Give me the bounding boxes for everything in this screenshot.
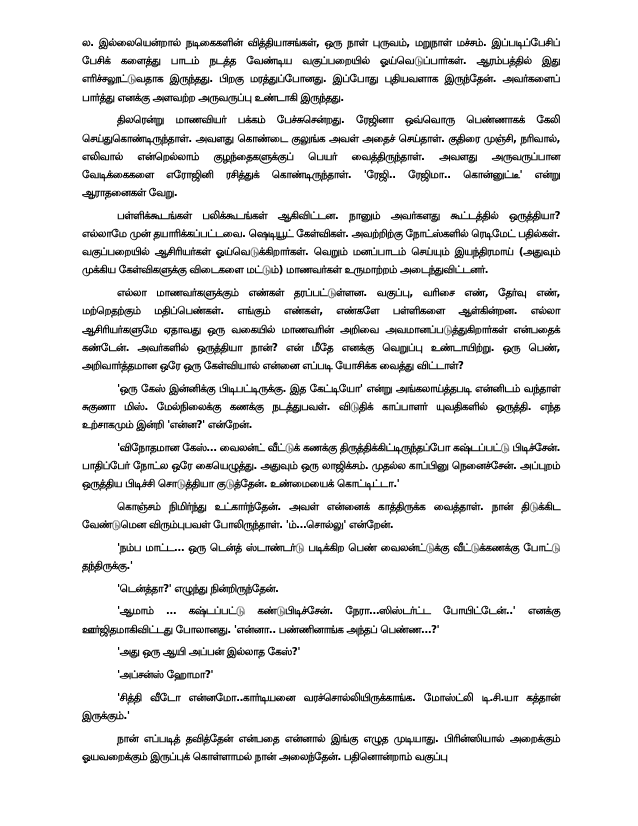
paragraph: 'ஒரு கேஸ் இன்னிக்கு பிடிபட்டிருக்கு. இத கேட்டியோ' என்று அங்கலாய்த்தபடி என்னிடம் வந்தாள் சுகுணா மிஸ். மேல்நிலைக்கு கணக்கு நடத்துபவள். விடுதிக் காப்பாளர் யுவதிகளில் ஒருத்தி. எந்த உற்சாகமும் இன்றி 'என்ன?' என்றேன். bbox=[82, 382, 560, 432]
paragraph: 'அது ஒரு ஆயி அப்பன் இல்லாத கேஸ்?' bbox=[117, 646, 301, 659]
paragraph: கொஞ்சம் நிமிர்ந்து உட்கார்ந்தேன். அவள் என்னைக் காத்திருக்க வைத்தாள். நான் திடுக்கிட வேண்டுமென விரும்புபவள் போலிருந்தாள். 'ம்…சொல்லு' என்றேன். bbox=[82, 500, 560, 532]
paragraph: 'ஆமாம் … கஷ்டப்பட்டு கண்டுபிடிச்சேன். நேரா…ஸிஸ்டர்ட்ட போயிட்டேன்..' எனக்கு ஊர்ஜிதமாகிவிட்டது போலானது. 'என்னா.. பண்ணினாங்க அந்தப் பெண்ண…?' bbox=[82, 605, 560, 636]
paragraph: 'நம்ப மாட்ட… ஒரு டென்த் ஸ்டாண்டர்டு படிக்கிற பெண் வைலன்ட்டுக்கு வீட்டுக்கணக்கு போட்டு தந்திருக்கு.' bbox=[82, 541, 560, 572]
paragraph: 'விநோதமான கேஸ்… வைலன்ட் வீட்டுக் கணக்கு திருத்திக்கிட்டிருந்தப்போ கஷ்டப்பட்டு பிடிச்சேன். பாதிப்பேர் நோட்ல ஒரே கையெழுத்து. அதுவும் ஒரு லாஜிக்சம். முதல்ல காப்பினு நெனைச்சேன். அப்புறம் ஒருத்திய பிடிச்சி சொடுத்தியா குடுத்தேன். உண்மையைக் கொட்டிட்டா.' bbox=[82, 441, 560, 491]
paragraph: 'டென்த்தா?' எழுந்து நின்றிருந்தேன். bbox=[117, 582, 279, 595]
paragraph: நான் எப்படித் தவித்தேன் என்பதை என்னால் இங்கு எழுத முடியாது. பிரின்ஸியால் அறைக்கும் ஓயவறைக்கும் இருப்புக் கொள்ளாமல் நான் அலைந்தேன். பதினொன்றாம் வகுப்பு bbox=[82, 732, 560, 763]
paragraph: பள்ளிக்கூடங்கள் பலிக்கூடங்கள் ஆகிவிட்டன. நானும் அவர்களது கூட்டத்தில் ஒருத்தியா? எல்லாமே முன் தயாரிக்கப்பட்டவை. ஷெடியூட் கேள்விகள். அவற்றிற்கு நோட்ஸ்களில் ரெடிமேட் பதில்கள். வகுப்பறையில் ஆசிரியர்கள் ஓய்வெடுக்கிறார்கள். வெறும் மனப்பாடம் செய்யும் இயந்திரமாய் (அதுவும் முக்கிய கேள்விகளுக்கு விடைகளை மட்டும்) மாணவர்கள் உருமாற்றம் அடைந்துவிட்டனர். bbox=[82, 209, 560, 277]
paragraph: 'அப்சன்ஸ் ஹோமா?' bbox=[117, 669, 214, 681]
paragraph: திலரென்று மாணவியர் பக்கம் பேச்சுசென்றது. ரேஜினா ஒவ்வொரு பெண்ணாகக் கேலி செய்துகொண்டிருந்தாள். அவளது கொண்டை குலுங்க அவள் அதைச் செய்தாள். குதிரை முஞ்சி, நரிவால், எலிவால் என்றெல்லாம் குழந்தைகளுக்குப் பெயர் வைத்திருந்தாள். அவளது அருவருப்பான வேடிக்கைகளை எரோஜினி ரசித்துக் கொண்டிருந்தாள். 'ரேஜி.. ரேஜிமா.. கொன்னுட்டீ' என்று ஆராதனைகள் வேறு. bbox=[82, 114, 560, 200]
paragraph: 'சித்தி வீடோ என்னமோ..கார்டியனை வரச்சொல்லியிருக்காங்க. மோஸ்ட்லி டி.சி.யா கத்தான் இருக்கும்.' bbox=[82, 691, 560, 722]
paragraph: எல்லா மாணவர்களுக்கும் எண்கள் தரப்பட்டுள்ளன. வகுப்பு, வரிசை எண், தேர்வு எண், மற்றெதற்கும் மதிப்பெண்கள். எங்கும் எண்கள், எண்களே பள்ளிகளை ஆள்கின்றன. எல்லா ஆசிரியர்களுமே ஏதாவது ஒரு வகையில் மாணவரின் அறிவை அவமானப்படுத்துகிறார்கள் என்பதைக் கண்டேன். அவர்களில் ஒருத்தியா நான்? என் மீதே எனக்கு வெறுப்பு உண்டாயிற்று. ஒரு பெண், அறிவார்த்தமான ஒரே ஒரு கேள்வியால் என்னை எப்படி யோசிக்க வைத்து விட்டாள்? bbox=[82, 287, 560, 372]
paragraph: ல. இல்லையென்றால் நடிகைகளின் வித்தியாசங்கள், ஒரு நாள் புருவம், மறுநாள் மச்சம். இப்படிப்பேசிப் பேசிக் களைத்து பாடம் நடத்த வேண்டிய வகுப்பறையில் ஓய்வெடுப்பார்கள். ஆரம்பத்தில் இது எரிச்சலூட்டுவதாக இருந்தது. பிறகு மரத்துப்போனது. இப்போது புதியவளாக இருந்தேன். அவர்களைப் பார்த்து எனக்கு அளவற்ற அருவருப்பு உண்டாகி இருந்தது. bbox=[82, 37, 560, 104]
document-page bbox=[82, 34, 560, 771]
